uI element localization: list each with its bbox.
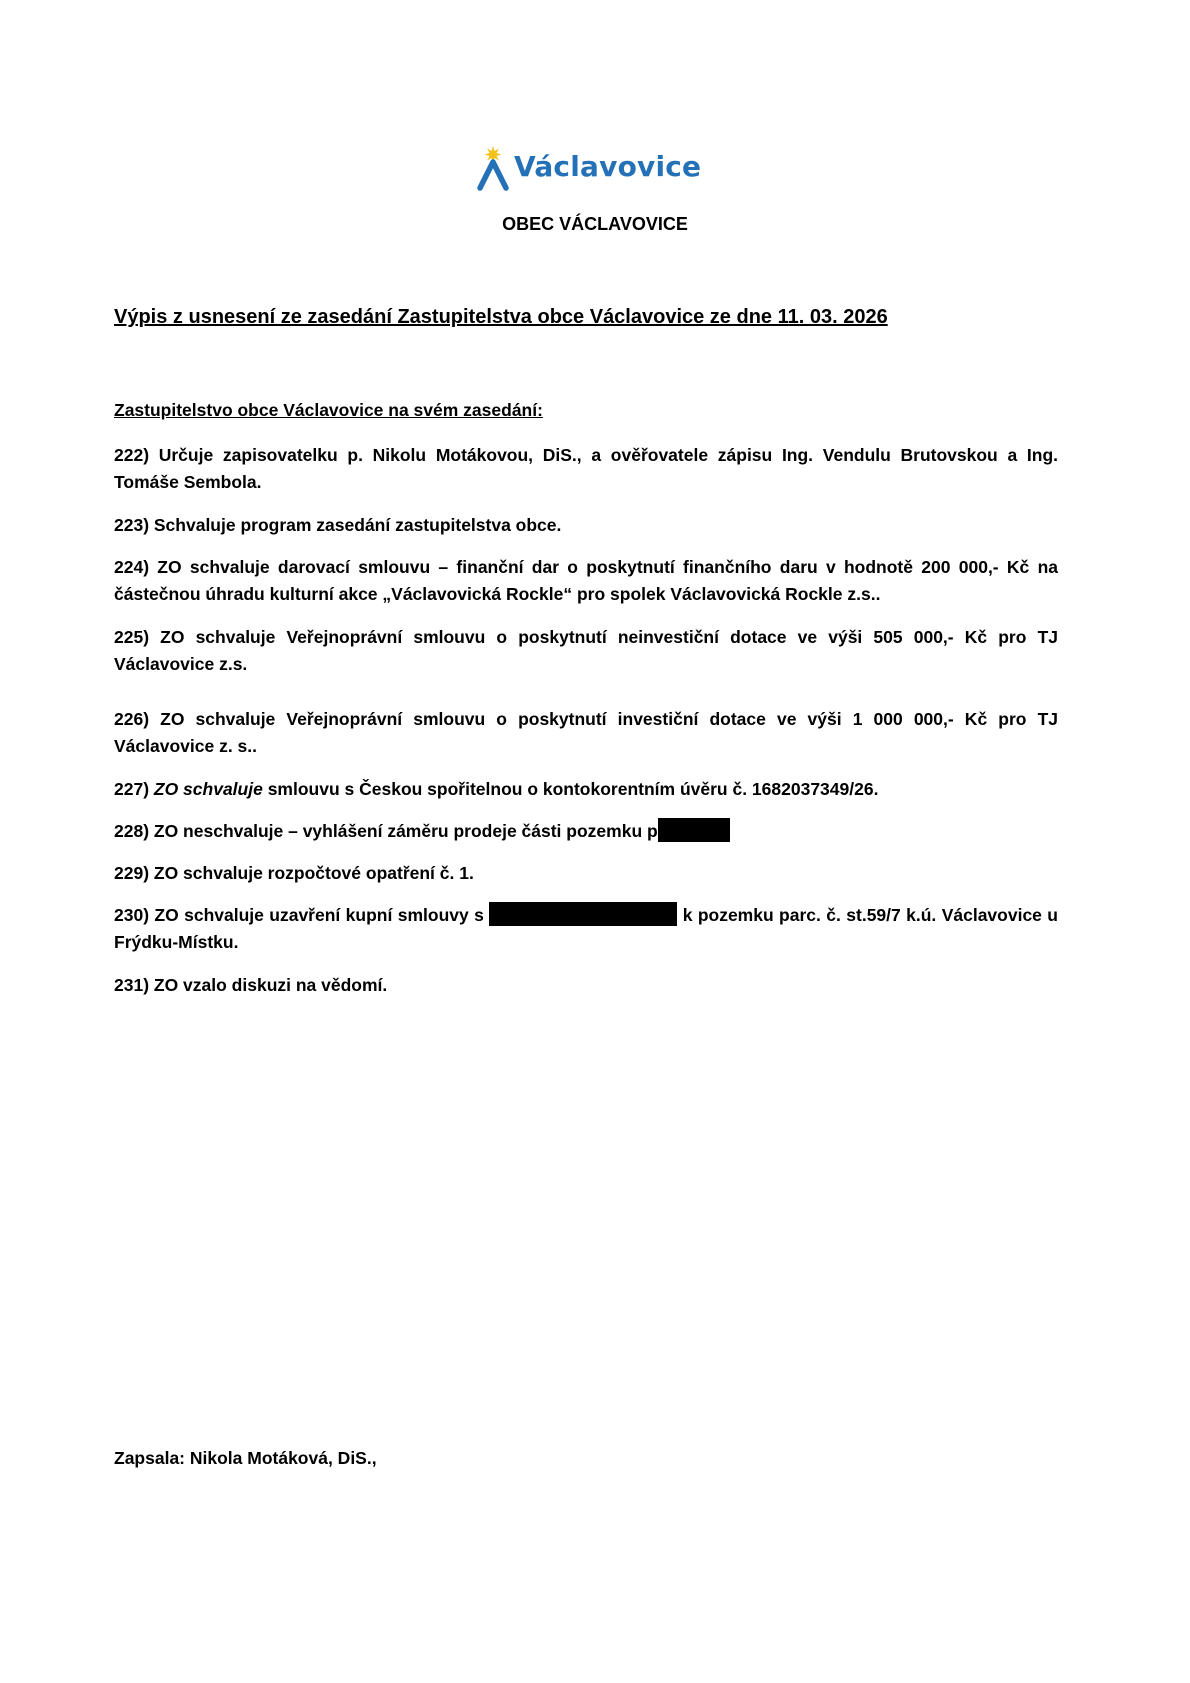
resolution-230-text-before: 230) ZO schvaluje uzavření kupní smlouvy s: [114, 905, 484, 925]
municipality-name: OBEC VÁCLAVOVICE: [502, 214, 688, 234]
redaction-block: [489, 902, 677, 926]
resolution-224: 224) ZO schvaluje darovací smlouvu – finanční dar o poskytnutí finančního daru v hodnotě 200 000,- Kč na částečnou úhradu kulturní akce „Václavovická Rockle“ pro spolek Václavovická Rockle z.s..: [114, 557, 1058, 604]
resolution-227-number: 227): [114, 779, 154, 799]
resolution-226: 226) ZO schvaluje Veřejnoprávní smlouvu o poskytnutí investiční dotace ve výši 1 000 000,- Kč pro TJ Václavovice z. s..: [114, 709, 1058, 756]
resolution-230-text-after: k pozemku parc. č. st.59/7 k.ú. Václavovice u Frýdku-Místku.: [114, 905, 1058, 952]
logo-text: Václavovice: [514, 150, 702, 183]
municipality-logo: [476, 144, 702, 194]
resolution-228: [114, 818, 1058, 845]
recorded-by: Zapsala: Nikola Motáková, DiS.,: [114, 1448, 377, 1468]
resolution-227-verb: ZO schvaluje: [153, 779, 263, 799]
council-intro: Zastupitelstvo obce Václavovice na svém zasedání:: [114, 400, 543, 420]
redaction-block: [658, 818, 730, 842]
resolution-229: 229) ZO schvaluje rozpočtové opatření č. 1.: [114, 863, 474, 883]
document-title: Výpis z usnesení ze zasedání Zastupitelstva obce Václavovice ze dne 11. 03. 2026: [114, 306, 888, 328]
logo-emblem-icon: [476, 144, 512, 192]
resolution-228-text: 228) ZO neschvaluje – vyhlášení záměru prodeje části pozemku p: [114, 821, 658, 841]
resolution-222: 222) Určuje zapisovatelku p. Nikolu Motákovou, DiS., a ověřovatele zápisu Ing. Vendulu Brutovskou a Ing. Tomáše Sembola.: [114, 445, 1058, 492]
resolution-227-text: smlouvu s Českou spořitelnou o kontokorentním úvěru č. 1682037349/26.: [262, 779, 879, 799]
resolution-227: [114, 776, 1058, 803]
resolution-230: [114, 902, 1058, 956]
resolution-225: 225) ZO schvaluje Veřejnoprávní smlouvu o poskytnutí neinvestiční dotace ve výši 505 000,- Kč pro TJ Václavovice z.s.: [114, 627, 1058, 674]
resolution-231: 231) ZO vzalo diskuzi na vědomí.: [114, 975, 388, 995]
resolution-223: 223) Schvaluje program zasedání zastupitelstva obce.: [114, 515, 562, 535]
